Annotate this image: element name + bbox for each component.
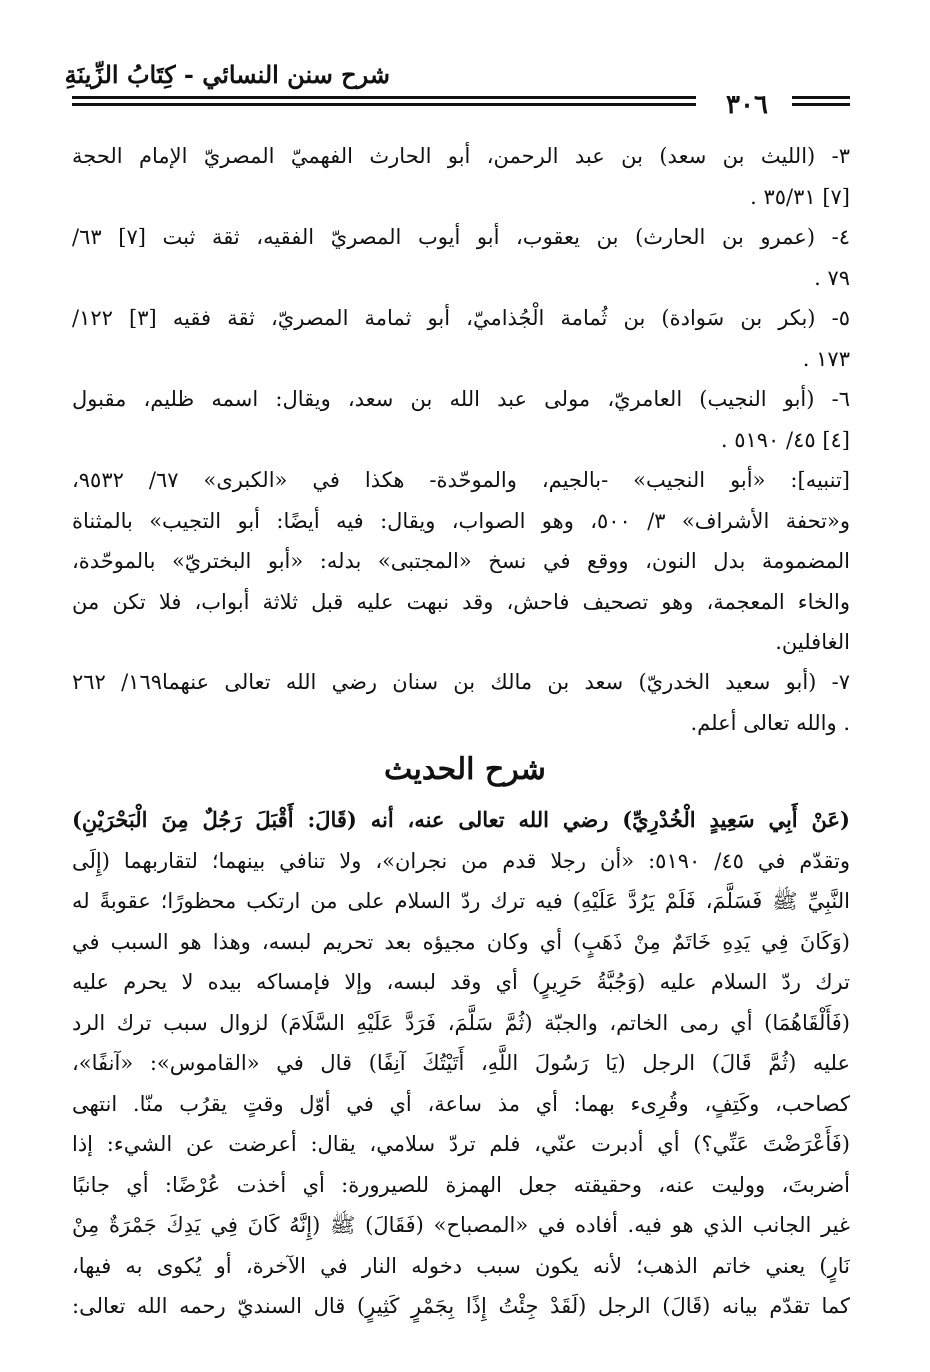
note-line-1: [تنبيه]: «أبو النجيب» -بالجيم، والموحّدة- هكذا في «الكبرى» ٦٧/ ٩٥٣٢،	[72, 468, 850, 492]
narrator-entry-5	[72, 298, 850, 379]
header-rule-top-left	[72, 96, 696, 99]
narrator-7-line-1: ٧- (أبو سعيد الخدريّ) سعد بن مالك بن سنان رضي الله تعالى عنهما١٦٩/ ٢٦٢	[72, 670, 850, 694]
running-title: شرح سنن النسائي - كِتَابُ الزِّينَةِ	[64, 60, 390, 89]
commentary-line-1: (عَنْ أَبِي سَعِيدٍ الْخُدْرِيِّ) رضي الله تعالى عنه، أنه (قَالَ: أَقْبَلَ رَجُلٌ مِنَ الْبَحْرَيْنِ)	[72, 807, 850, 832]
commentary-block	[72, 800, 850, 1327]
page-number: ٣٠٦	[726, 90, 768, 120]
narrator-5-line-2: ١٧٣ .	[802, 346, 850, 371]
narrator-6-line-1: ٦- (أبو النجيب) العامريّ، مولى عبد الله بن سعد، ويقال: اسمه ظليم، مقبول	[72, 387, 850, 411]
commentary-line-13: كما تقدّم بيانه (قَالَ) الرجل (لَقَدْ جِئْتُ إِذًا بِجَمْرٍ كَثِيرٍ) قال السنديّ رحمه الله تعالى:	[72, 1294, 850, 1318]
narrator-4-line-1: ٤- (عمرو بن الحارث) بن يعقوب، أبو أيوب المصريّ الفقيه، ثقة ثبت [٧] ٦٣/	[72, 225, 850, 249]
commentary-line-12: نَارٍ) يعني خاتم الذهب؛ لأنه يكون سبب دخوله النار في الآخرة، أو يُكوى به فيها،	[72, 1253, 850, 1278]
note-line-3: المضمومة بدل النون، ووقع في نسخ «المجتبى» بدله: «أبو البختريّ» بالموحّدة،	[72, 549, 850, 573]
commentary-line-8: كصاحب، وكَتِفٍ، وقُرِىء بهما: أي مذ ساعة، أي في أوّل وقتٍ يقرُب منّا. انتهى	[72, 1091, 850, 1116]
note-line-2: و«تحفة الأشراف» ٣/ ٥٠٠، وهو الصواب، ويقال: فيه أيضًا: أبو التجيب» بالمثناة	[72, 508, 850, 533]
commentary-line-11: غير الجانب الذي هو فيه. أفاده في «المصباح» (فَقَالَ) ﷺ (إِنَّهُ كَانَ فِي يَدِكَ جَمْرَةٌ مِنْ	[72, 1213, 850, 1237]
commentary-line-10: أضربتَ، ووليت عنه، وحقيقته جعل الهمزة للصيرورة: أي أخذت عُرْضًا: أي جانبًا	[72, 1172, 850, 1197]
header-rule-bottom-left	[72, 103, 696, 106]
narrator-3-line-2: [٧] ٣٥/٣١ .	[750, 184, 850, 209]
header-rule-top-right	[792, 96, 850, 99]
note-line-4: والخاء المعجمة، وهو تصحيف فاحش، وقد نبهت عليه قبل ثلاثة أبواب، فلا تكن من	[72, 589, 850, 614]
commentary-line-4: (وَكَانَ فِي يَدِهِ خَاتَمٌ مِنْ ذَهَبٍ) أي وكان مجيؤه بعد تحريم لبسه، وهذا هو السبب في	[72, 929, 850, 954]
commentary-line-7: عليه (ثُمَّ قَالَ) الرجل (يَا رَسُولَ اللَّهِ، أَتَيْتُكَ آنِفًا) قال في «القاموس»: «آنفًا»،	[72, 1051, 850, 1075]
section-heading: شرح الحديث	[384, 752, 546, 787]
commentary-line-5: ترك ردّ السلام عليه (وَجُبَّةُ حَرِيرٍ) أي وقد لبسه، وإلا فإمساكه بيده لا يحرم عليه	[72, 970, 850, 994]
narrator-5-line-1: ٥- (بكر بن سَوادة) بن ثُمامة الْجُذاميّ، أبو ثمامة المصريّ، ثقة فقيه [٣] ١٢٢/	[72, 306, 850, 330]
commentary-line-6: (فَأَلْقَاهُمَا) أي رمى الخاتم، والجبّة (ثُمَّ سَلَّمَ، فَرَدَّ عَلَيْهِ السَّلَامَ) لزوال سبب ترك الرد	[72, 1010, 850, 1035]
commentary-line-3: النَّبِيِّ ﷺ فَسَلَّمَ، فَلَمْ يَرُدَّ عَلَيْهِ) فيه ترك ردّ السلام على من ارتكب محظورًا؛ عقوبةً له	[72, 889, 850, 913]
narrator-4-line-2: ٧٩ .	[814, 265, 850, 290]
narrator-entry-7	[72, 662, 850, 743]
note-line-5: الغافلين.	[775, 630, 850, 654]
narrator-3-line-1: ٣- (الليث بن سعد) بن عبد الرحمن، أبو الحارث الفهميّ المصريّ الإمام الحجة	[72, 144, 850, 168]
header-rule-bottom-right	[792, 103, 850, 106]
narrator-list	[72, 136, 850, 460]
commentary-line-9: (فَأَعْرَضْتَ عَنِّي؟) أي أدبرت عنّي، فلم تردّ سلامي، يقال: أعرضت عن الشيء: إذا	[72, 1132, 850, 1156]
narrator-7-line-2: . والله تعالى أعلم.	[690, 710, 850, 735]
narrator-entry-4	[72, 217, 850, 298]
note-block	[72, 460, 850, 663]
commentary-line-2: وتقدّم في ٤٥/ ٥١٩٠: «أن رجلا قدم من نجران»، ولا تنافي بينهما؛ لتقاربهما (إِلَى	[72, 848, 850, 873]
narrator-entry-3	[72, 136, 850, 217]
narrator-entry-6	[72, 379, 850, 460]
narrator-6-line-2: [٤] ٤٥/ ٥١٩٠ .	[720, 427, 850, 452]
